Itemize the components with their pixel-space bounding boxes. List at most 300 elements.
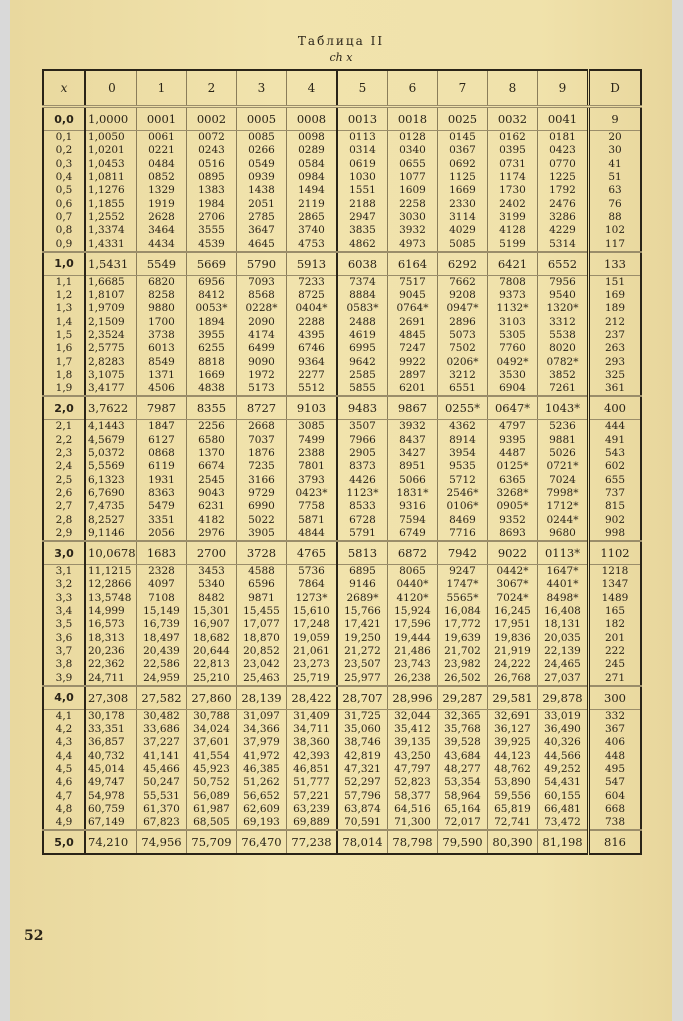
value-cell: 18,497 xyxy=(137,632,187,645)
value-cell: 36,857 xyxy=(85,736,137,749)
value-cell: 6421 xyxy=(488,252,538,276)
value-cell: 15,149 xyxy=(137,605,187,618)
value-cell: 26,238 xyxy=(388,671,438,685)
table-row xyxy=(43,224,641,237)
value-cell: 0492* xyxy=(488,355,538,368)
value-cell: 80,390 xyxy=(488,830,538,854)
table-row xyxy=(43,329,641,342)
value-cell: 0206* xyxy=(438,355,488,368)
table-row xyxy=(43,447,641,460)
table-row xyxy=(43,171,641,184)
value-cell: 40,326 xyxy=(538,736,589,749)
table-row xyxy=(43,158,641,171)
value-cell: 9642 xyxy=(337,355,388,368)
value-cell: 26,502 xyxy=(438,671,488,685)
difference-cell: 222 xyxy=(589,645,642,658)
x-value-cell: 1,9 xyxy=(43,382,85,396)
value-cell: 6872 xyxy=(388,541,438,565)
x-value-cell: 1,0 xyxy=(43,252,85,276)
value-cell: 8,2527 xyxy=(85,513,137,526)
x-value-cell: 0,3 xyxy=(43,158,85,171)
value-cell: 17,248 xyxy=(287,618,338,631)
difference-cell: 655 xyxy=(589,474,642,487)
value-cell: 21,486 xyxy=(388,645,438,658)
value-cell: 28,422 xyxy=(287,686,338,710)
value-cell: 35,060 xyxy=(337,723,388,736)
value-cell: 25,463 xyxy=(237,671,287,685)
value-cell: 0085 xyxy=(237,131,287,145)
value-cell: 20,236 xyxy=(85,645,137,658)
value-cell: 6995 xyxy=(337,342,388,355)
value-cell: 38,360 xyxy=(287,736,338,749)
value-cell: 8020 xyxy=(538,342,589,355)
value-cell: 21,061 xyxy=(287,645,338,658)
value-cell: 5,0372 xyxy=(85,447,137,460)
value-cell: 1551 xyxy=(337,184,388,197)
value-cell: 46,851 xyxy=(287,763,338,776)
value-cell: 1919 xyxy=(137,197,187,210)
value-cell: 0013 xyxy=(337,107,388,131)
value-cell: 78,798 xyxy=(388,830,438,854)
value-cell: 0947* xyxy=(438,302,488,315)
value-cell: 6,1323 xyxy=(85,474,137,487)
value-cell: 6127 xyxy=(137,434,187,447)
value-cell: 69,889 xyxy=(287,816,338,830)
difference-cell: 182 xyxy=(589,618,642,631)
value-cell: 18,313 xyxy=(85,632,137,645)
table-row xyxy=(43,342,641,355)
difference-cell: 367 xyxy=(589,723,642,736)
value-cell: 0125* xyxy=(488,460,538,473)
value-cell: 5871 xyxy=(287,513,338,526)
value-cell: 58,377 xyxy=(388,789,438,802)
value-cell: 0440* xyxy=(388,578,438,591)
value-cell: 1831* xyxy=(388,487,438,500)
value-cell: 33,686 xyxy=(137,723,187,736)
difference-cell: 998 xyxy=(589,527,642,541)
value-cell: 0314 xyxy=(337,144,388,157)
value-cell: 43,250 xyxy=(388,750,438,763)
value-cell: 1132* xyxy=(488,302,538,315)
x-value-cell: 0,8 xyxy=(43,224,85,237)
value-cell: 2330 xyxy=(438,197,488,210)
value-cell: 41,141 xyxy=(137,750,187,763)
table-row xyxy=(43,211,641,224)
value-cell: 6119 xyxy=(137,460,187,473)
value-cell: 1669 xyxy=(187,369,237,382)
value-cell: 0404* xyxy=(287,302,338,315)
value-cell: 9395 xyxy=(488,434,538,447)
x-value-cell: 1,3 xyxy=(43,302,85,315)
table-row xyxy=(43,275,641,289)
difference-cell: 271 xyxy=(589,671,642,685)
x-value-cell: 0,6 xyxy=(43,197,85,210)
value-cell: 1,0201 xyxy=(85,144,137,157)
value-cell: 27,308 xyxy=(85,686,137,710)
value-cell: 1,0453 xyxy=(85,158,137,171)
difference-cell: 117 xyxy=(589,237,642,251)
value-cell: 0619 xyxy=(337,158,388,171)
value-cell: 39,528 xyxy=(438,736,488,749)
value-cell: 0516 xyxy=(187,158,237,171)
difference-cell: 1347 xyxy=(589,578,642,591)
x-value-cell: 2,7 xyxy=(43,500,85,513)
value-cell: 6255 xyxy=(187,342,237,355)
value-cell: 5022 xyxy=(237,513,287,526)
value-cell: 3199 xyxy=(488,211,538,224)
value-cell: 6013 xyxy=(137,342,187,355)
value-cell: 39,135 xyxy=(388,736,438,749)
value-cell: 3932 xyxy=(388,224,438,237)
value-cell: 76,470 xyxy=(237,830,287,854)
value-cell: 0764* xyxy=(388,302,438,315)
value-cell: 6580 xyxy=(187,434,237,447)
x-value-cell: 2,1 xyxy=(43,420,85,434)
value-cell: 2119 xyxy=(287,197,338,210)
value-cell: 41,972 xyxy=(237,750,287,763)
value-cell: 4434 xyxy=(137,237,187,251)
value-cell: 5712 xyxy=(438,474,488,487)
value-cell: 5913 xyxy=(287,252,338,276)
value-cell: 7517 xyxy=(388,275,438,289)
value-cell: 2628 xyxy=(137,211,187,224)
value-cell: 9090 xyxy=(237,355,287,368)
value-cell: 6231 xyxy=(187,500,237,513)
value-cell: 4539 xyxy=(187,237,237,251)
value-cell: 30,178 xyxy=(85,709,137,723)
x-value-cell: 2,2 xyxy=(43,434,85,447)
column-header: 9 xyxy=(538,70,589,107)
value-cell: 68,505 xyxy=(187,816,237,830)
value-cell: 29,287 xyxy=(438,686,488,710)
value-cell: 0005 xyxy=(237,107,287,131)
value-cell: 24,959 xyxy=(137,671,187,685)
value-cell: 7716 xyxy=(438,527,488,541)
difference-cell: 406 xyxy=(589,736,642,749)
x-value-cell: 0,1 xyxy=(43,131,85,145)
difference-cell: 169 xyxy=(589,289,642,302)
value-cell: 22,139 xyxy=(538,645,589,658)
value-cell: 4362 xyxy=(438,420,488,434)
value-cell: 0423* xyxy=(287,487,338,500)
table-row xyxy=(43,382,641,396)
value-cell: 1683 xyxy=(137,541,187,565)
value-cell: 19,639 xyxy=(438,632,488,645)
table-row xyxy=(43,474,641,487)
value-cell: 9729 xyxy=(237,487,287,500)
column-header: 3 xyxy=(237,70,287,107)
table-row xyxy=(43,686,641,710)
value-cell: 1876 xyxy=(237,447,287,460)
value-cell: 7247 xyxy=(388,342,438,355)
value-cell: 1225 xyxy=(538,171,589,184)
value-cell: 5479 xyxy=(137,500,187,513)
value-cell: 6552 xyxy=(538,252,589,276)
table-row xyxy=(43,592,641,605)
value-cell: 16,573 xyxy=(85,618,137,631)
table-row xyxy=(43,369,641,382)
table-row xyxy=(43,723,641,736)
x-value-cell: 3,6 xyxy=(43,632,85,645)
value-cell: 8469 xyxy=(438,513,488,526)
value-cell: 9352 xyxy=(488,513,538,526)
value-cell: 8549 xyxy=(137,355,187,368)
value-cell: 42,393 xyxy=(287,750,338,763)
value-cell: 51,262 xyxy=(237,776,287,789)
table-row xyxy=(43,420,641,434)
value-cell: 5066 xyxy=(388,474,438,487)
value-cell: 15,766 xyxy=(337,605,388,618)
value-cell: 6749 xyxy=(388,527,438,541)
value-cell: 7987 xyxy=(137,396,187,420)
value-cell: 67,823 xyxy=(137,816,187,830)
value-cell: 0008 xyxy=(287,107,338,131)
value-cell: 1700 xyxy=(137,316,187,329)
value-cell: 6820 xyxy=(137,275,187,289)
value-cell: 1494 xyxy=(287,184,338,197)
value-cell: 45,014 xyxy=(85,763,137,776)
value-cell: 22,362 xyxy=(85,658,137,671)
value-cell: 1894 xyxy=(187,316,237,329)
difference-cell: 815 xyxy=(589,500,642,513)
value-cell: 63,874 xyxy=(337,803,388,816)
value-cell: 2,3524 xyxy=(85,329,137,342)
value-cell: 65,164 xyxy=(438,803,488,816)
x-value-cell: 1,6 xyxy=(43,342,85,355)
value-cell: 7261 xyxy=(538,382,589,396)
column-header: 8 xyxy=(488,70,538,107)
x-value-cell: 2,0 xyxy=(43,396,85,420)
value-cell: 77,238 xyxy=(287,830,338,854)
value-cell: 1043* xyxy=(538,396,589,420)
value-cell: 23,982 xyxy=(438,658,488,671)
value-cell: 2700 xyxy=(187,541,237,565)
value-cell: 4844 xyxy=(287,527,338,541)
table-row xyxy=(43,830,641,854)
value-cell: 3793 xyxy=(287,474,338,487)
x-value-cell: 2,8 xyxy=(43,513,85,526)
column-header: 4 xyxy=(287,70,338,107)
value-cell: 2706 xyxy=(187,211,237,224)
value-cell: 4645 xyxy=(237,237,287,251)
value-cell: 0113 xyxy=(337,131,388,145)
x-value-cell: 3,3 xyxy=(43,592,85,605)
value-cell: 79,590 xyxy=(438,830,488,854)
value-cell: 1,2552 xyxy=(85,211,137,224)
difference-cell: 245 xyxy=(589,658,642,671)
value-cell: 7024* xyxy=(488,592,538,605)
value-cell: 4174 xyxy=(237,329,287,342)
value-cell: 36,490 xyxy=(538,723,589,736)
table-row xyxy=(43,750,641,763)
x-value-cell: 2,3 xyxy=(43,447,85,460)
value-cell: 7374 xyxy=(337,275,388,289)
value-cell: 7,4735 xyxy=(85,500,137,513)
value-cell: 5236 xyxy=(538,420,589,434)
value-cell: 0367 xyxy=(438,144,488,157)
value-cell: 8951 xyxy=(388,460,438,473)
value-cell: 4395 xyxy=(287,329,338,342)
value-cell: 73,472 xyxy=(538,816,589,830)
value-cell: 6365 xyxy=(488,474,538,487)
value-cell: 1712* xyxy=(538,500,589,513)
value-cell: 35,768 xyxy=(438,723,488,736)
value-cell: 8693 xyxy=(488,527,538,541)
value-cell: 69,193 xyxy=(237,816,287,830)
book-page xyxy=(10,0,672,1021)
value-cell: 5512 xyxy=(287,382,338,396)
value-cell: 1,1276 xyxy=(85,184,137,197)
table-row xyxy=(43,107,641,131)
value-cell: 18,131 xyxy=(538,618,589,631)
value-cell: 3740 xyxy=(287,224,338,237)
value-cell: 3955 xyxy=(187,329,237,342)
value-cell: 16,408 xyxy=(538,605,589,618)
value-cell: 0072 xyxy=(187,131,237,145)
value-cell: 58,964 xyxy=(438,789,488,802)
value-cell: 15,924 xyxy=(388,605,438,618)
value-cell: 3312 xyxy=(538,316,589,329)
value-cell: 2,8283 xyxy=(85,355,137,368)
value-cell: 1609 xyxy=(388,184,438,197)
x-value-cell: 3,1 xyxy=(43,565,85,579)
value-cell: 1,6685 xyxy=(85,275,137,289)
value-cell: 72,017 xyxy=(438,816,488,830)
value-cell: 47,321 xyxy=(337,763,388,776)
value-cell: 1931 xyxy=(137,474,187,487)
value-cell: 66,481 xyxy=(538,803,589,816)
difference-cell: 602 xyxy=(589,460,642,473)
value-cell: 1647* xyxy=(538,565,589,579)
table-row xyxy=(43,396,641,420)
value-cell: 0395 xyxy=(488,144,538,157)
value-cell: 3,7622 xyxy=(85,396,137,420)
value-cell: 2,5775 xyxy=(85,342,137,355)
value-cell: 19,836 xyxy=(488,632,538,645)
x-value-cell: 1,8 xyxy=(43,369,85,382)
x-value-cell: 2,6 xyxy=(43,487,85,500)
value-cell: 1,0811 xyxy=(85,171,137,184)
value-cell: 4797 xyxy=(488,420,538,434)
value-cell: 42,819 xyxy=(337,750,388,763)
value-cell: 1174 xyxy=(488,171,538,184)
value-cell: 8818 xyxy=(187,355,237,368)
column-header: 6 xyxy=(388,70,438,107)
table-row xyxy=(43,816,641,830)
value-cell: 3835 xyxy=(337,224,388,237)
value-cell: 2476 xyxy=(538,197,589,210)
value-cell: 31,725 xyxy=(337,709,388,723)
value-cell: 60,155 xyxy=(538,789,589,802)
value-cell: 0731 xyxy=(488,158,538,171)
value-cell: 6499 xyxy=(237,342,287,355)
table-row xyxy=(43,252,641,276)
value-cell: 7024 xyxy=(538,474,589,487)
value-cell: 23,743 xyxy=(388,658,438,671)
x-value-cell: 1,7 xyxy=(43,355,85,368)
value-cell: 61,370 xyxy=(137,803,187,816)
value-cell: 7093 xyxy=(237,275,287,289)
value-cell: 8498* xyxy=(538,592,589,605)
value-cell: 38,746 xyxy=(337,736,388,749)
value-cell: 7998* xyxy=(538,487,589,500)
value-cell: 0289 xyxy=(287,144,338,157)
value-cell: 8065 xyxy=(388,565,438,579)
value-cell: 2905 xyxy=(337,447,388,460)
value-cell: 23,273 xyxy=(287,658,338,671)
value-cell: 9364 xyxy=(287,355,338,368)
value-cell: 17,951 xyxy=(488,618,538,631)
value-cell: 25,719 xyxy=(287,671,338,685)
table-row xyxy=(43,197,641,210)
value-cell: 4426 xyxy=(337,474,388,487)
value-cell: 0692 xyxy=(438,158,488,171)
value-cell: 2488 xyxy=(337,316,388,329)
value-cell: 3453 xyxy=(187,565,237,579)
value-cell: 50,752 xyxy=(187,776,237,789)
value-cell: 10,0678 xyxy=(85,541,137,565)
value-cell: 40,732 xyxy=(85,750,137,763)
value-cell: 2785 xyxy=(237,211,287,224)
x-value-cell: 4,8 xyxy=(43,803,85,816)
value-cell: 2402 xyxy=(488,197,538,210)
value-cell: 6164 xyxy=(388,252,438,276)
x-value-cell: 0,2 xyxy=(43,144,85,157)
value-cell: 2258 xyxy=(388,197,438,210)
value-cell: 21,919 xyxy=(488,645,538,658)
difference-cell: 543 xyxy=(589,447,642,460)
value-cell: 7956 xyxy=(538,275,589,289)
value-cell: 9022 xyxy=(488,541,538,565)
value-cell: 7864 xyxy=(287,578,338,591)
value-cell: 44,566 xyxy=(538,750,589,763)
value-cell: 4973 xyxy=(388,237,438,251)
value-cell: 23,042 xyxy=(237,658,287,671)
value-cell: 5,5569 xyxy=(85,460,137,473)
value-cell: 15,301 xyxy=(187,605,237,618)
value-cell: 0770 xyxy=(538,158,589,171)
value-cell: 5790 xyxy=(237,252,287,276)
value-cell: 6895 xyxy=(337,565,388,579)
value-cell: 52,297 xyxy=(337,776,388,789)
value-cell: 1,8107 xyxy=(85,289,137,302)
value-cell: 0721* xyxy=(538,460,589,473)
value-cell: 22,813 xyxy=(187,658,237,671)
value-cell: 9922 xyxy=(388,355,438,368)
value-cell: 4765 xyxy=(287,541,338,565)
column-header: 2 xyxy=(187,70,237,107)
value-cell: 4619 xyxy=(337,329,388,342)
value-cell: 5669 xyxy=(187,252,237,276)
value-cell: 0442* xyxy=(488,565,538,579)
value-cell: 9208 xyxy=(438,289,488,302)
value-cell: 4753 xyxy=(287,237,338,251)
value-cell: 0939 xyxy=(237,171,287,184)
value-cell: 1730 xyxy=(488,184,538,197)
value-cell: 9373 xyxy=(488,289,538,302)
value-cell: 4,1443 xyxy=(85,420,137,434)
value-cell: 3530 xyxy=(488,369,538,382)
value-cell: 4862 xyxy=(337,237,388,251)
value-cell: 2328 xyxy=(137,565,187,579)
value-cell: 2051 xyxy=(237,197,287,210)
value-cell: 16,907 xyxy=(187,618,237,631)
value-cell: 49,747 xyxy=(85,776,137,789)
value-cell: 0655 xyxy=(388,158,438,171)
x-value-cell: 4,7 xyxy=(43,789,85,802)
value-cell: 16,245 xyxy=(488,605,538,618)
value-cell: 0162 xyxy=(488,131,538,145)
